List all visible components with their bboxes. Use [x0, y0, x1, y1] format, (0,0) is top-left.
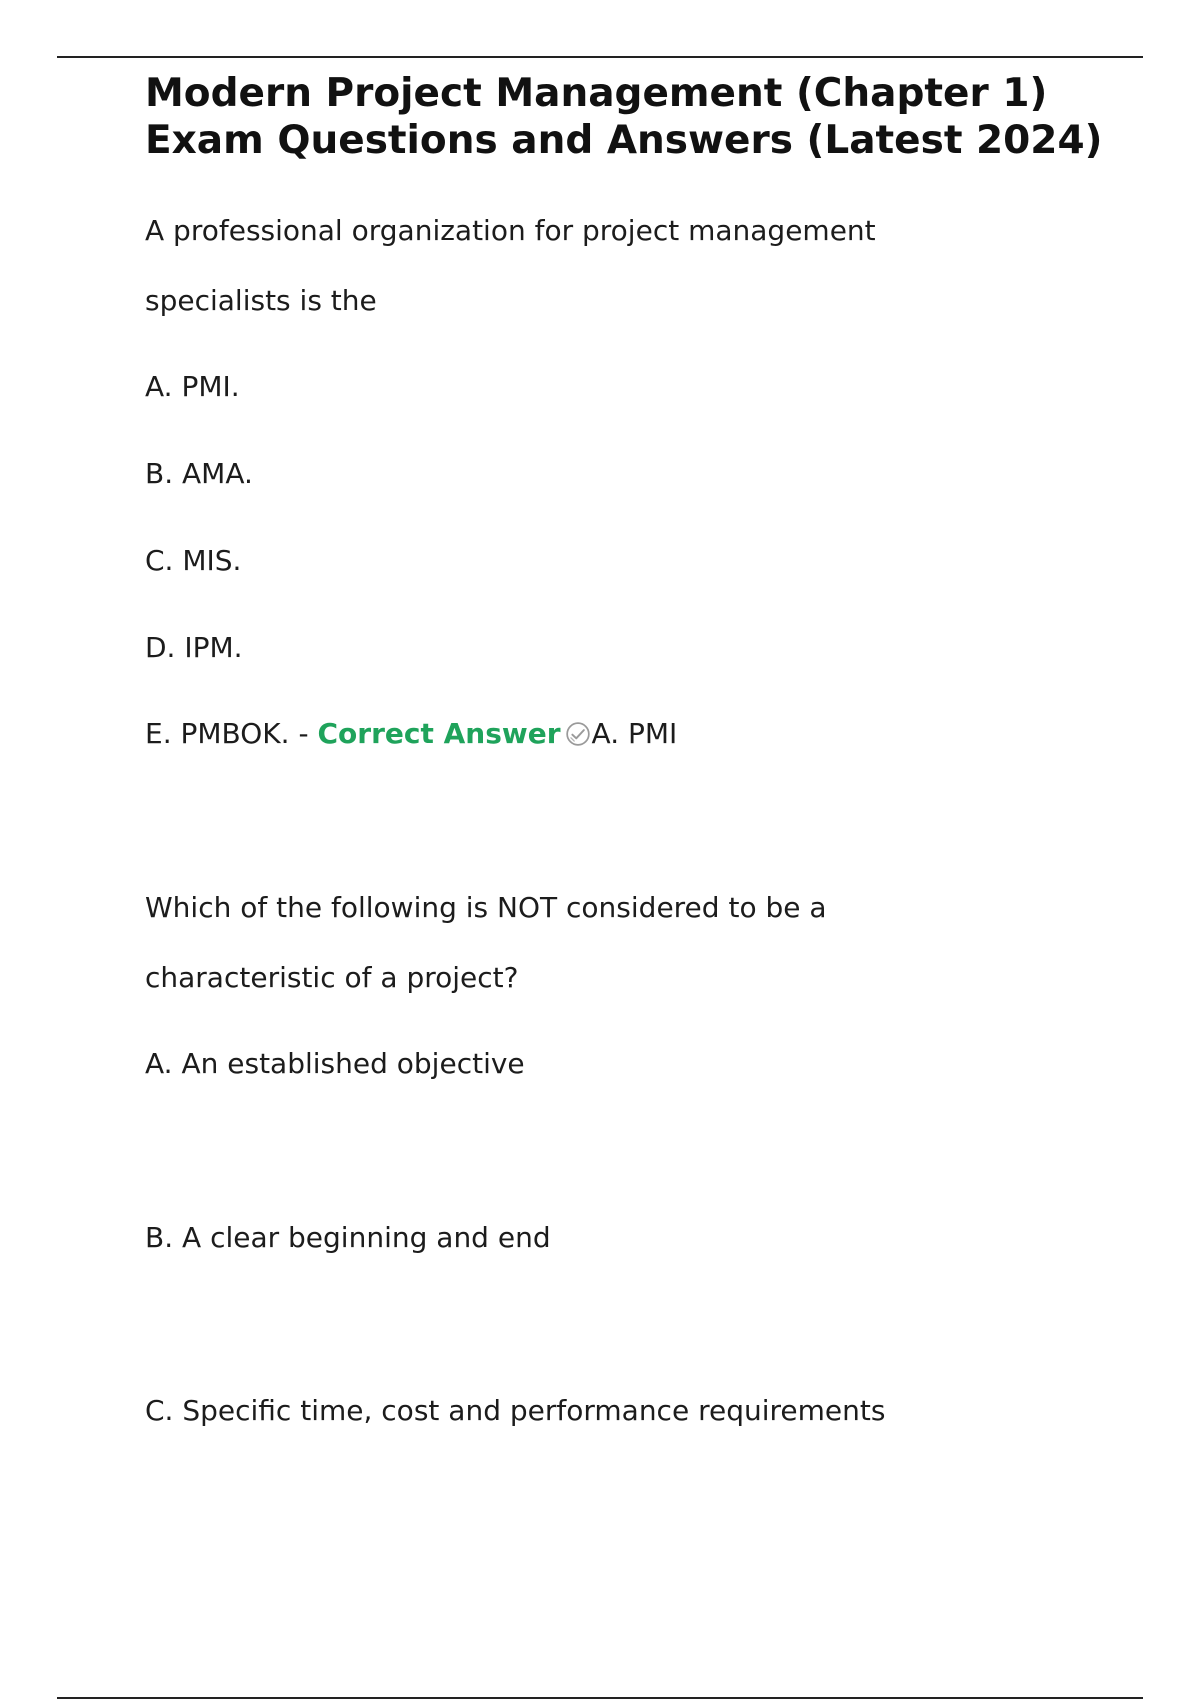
document-title: Modern Project Management (Chapter 1) Exam Questions and Answers (Latest 2024) — [145, 71, 1103, 163]
question-1-option-b: B. AMA. — [145, 457, 253, 490]
question-1-prompt-line-2: specialists is the — [145, 284, 377, 317]
question-1-option-a: A. PMI. — [145, 370, 240, 403]
bottom-rule — [57, 1697, 1143, 1699]
question-2-option-a: A. An established objective — [145, 1047, 525, 1080]
question-2-prompt-line-2: characteristic of a project? — [145, 961, 519, 994]
question-2-option-c: C. Specific time, cost and performance requirements — [145, 1394, 886, 1427]
question-2-option-b: B. A clear beginning and end — [145, 1221, 551, 1254]
question-1-prompt-line-1: A professional organization for project management — [145, 214, 876, 247]
top-rule — [57, 56, 1143, 58]
question-1-answer-line — [145, 717, 677, 751]
check-circle-icon — [565, 721, 591, 747]
question-1-answer: A. PMI — [591, 717, 678, 750]
question-2-prompt-line-1: Which of the following is NOT considered to be a — [145, 891, 827, 924]
question-1-option-c: C. MIS. — [145, 544, 242, 577]
correct-answer-label: Correct Answer — [317, 717, 561, 750]
question-1-option-d: D. IPM. — [145, 631, 243, 664]
question-1-option-e: E. PMBOK. - — [145, 717, 318, 750]
